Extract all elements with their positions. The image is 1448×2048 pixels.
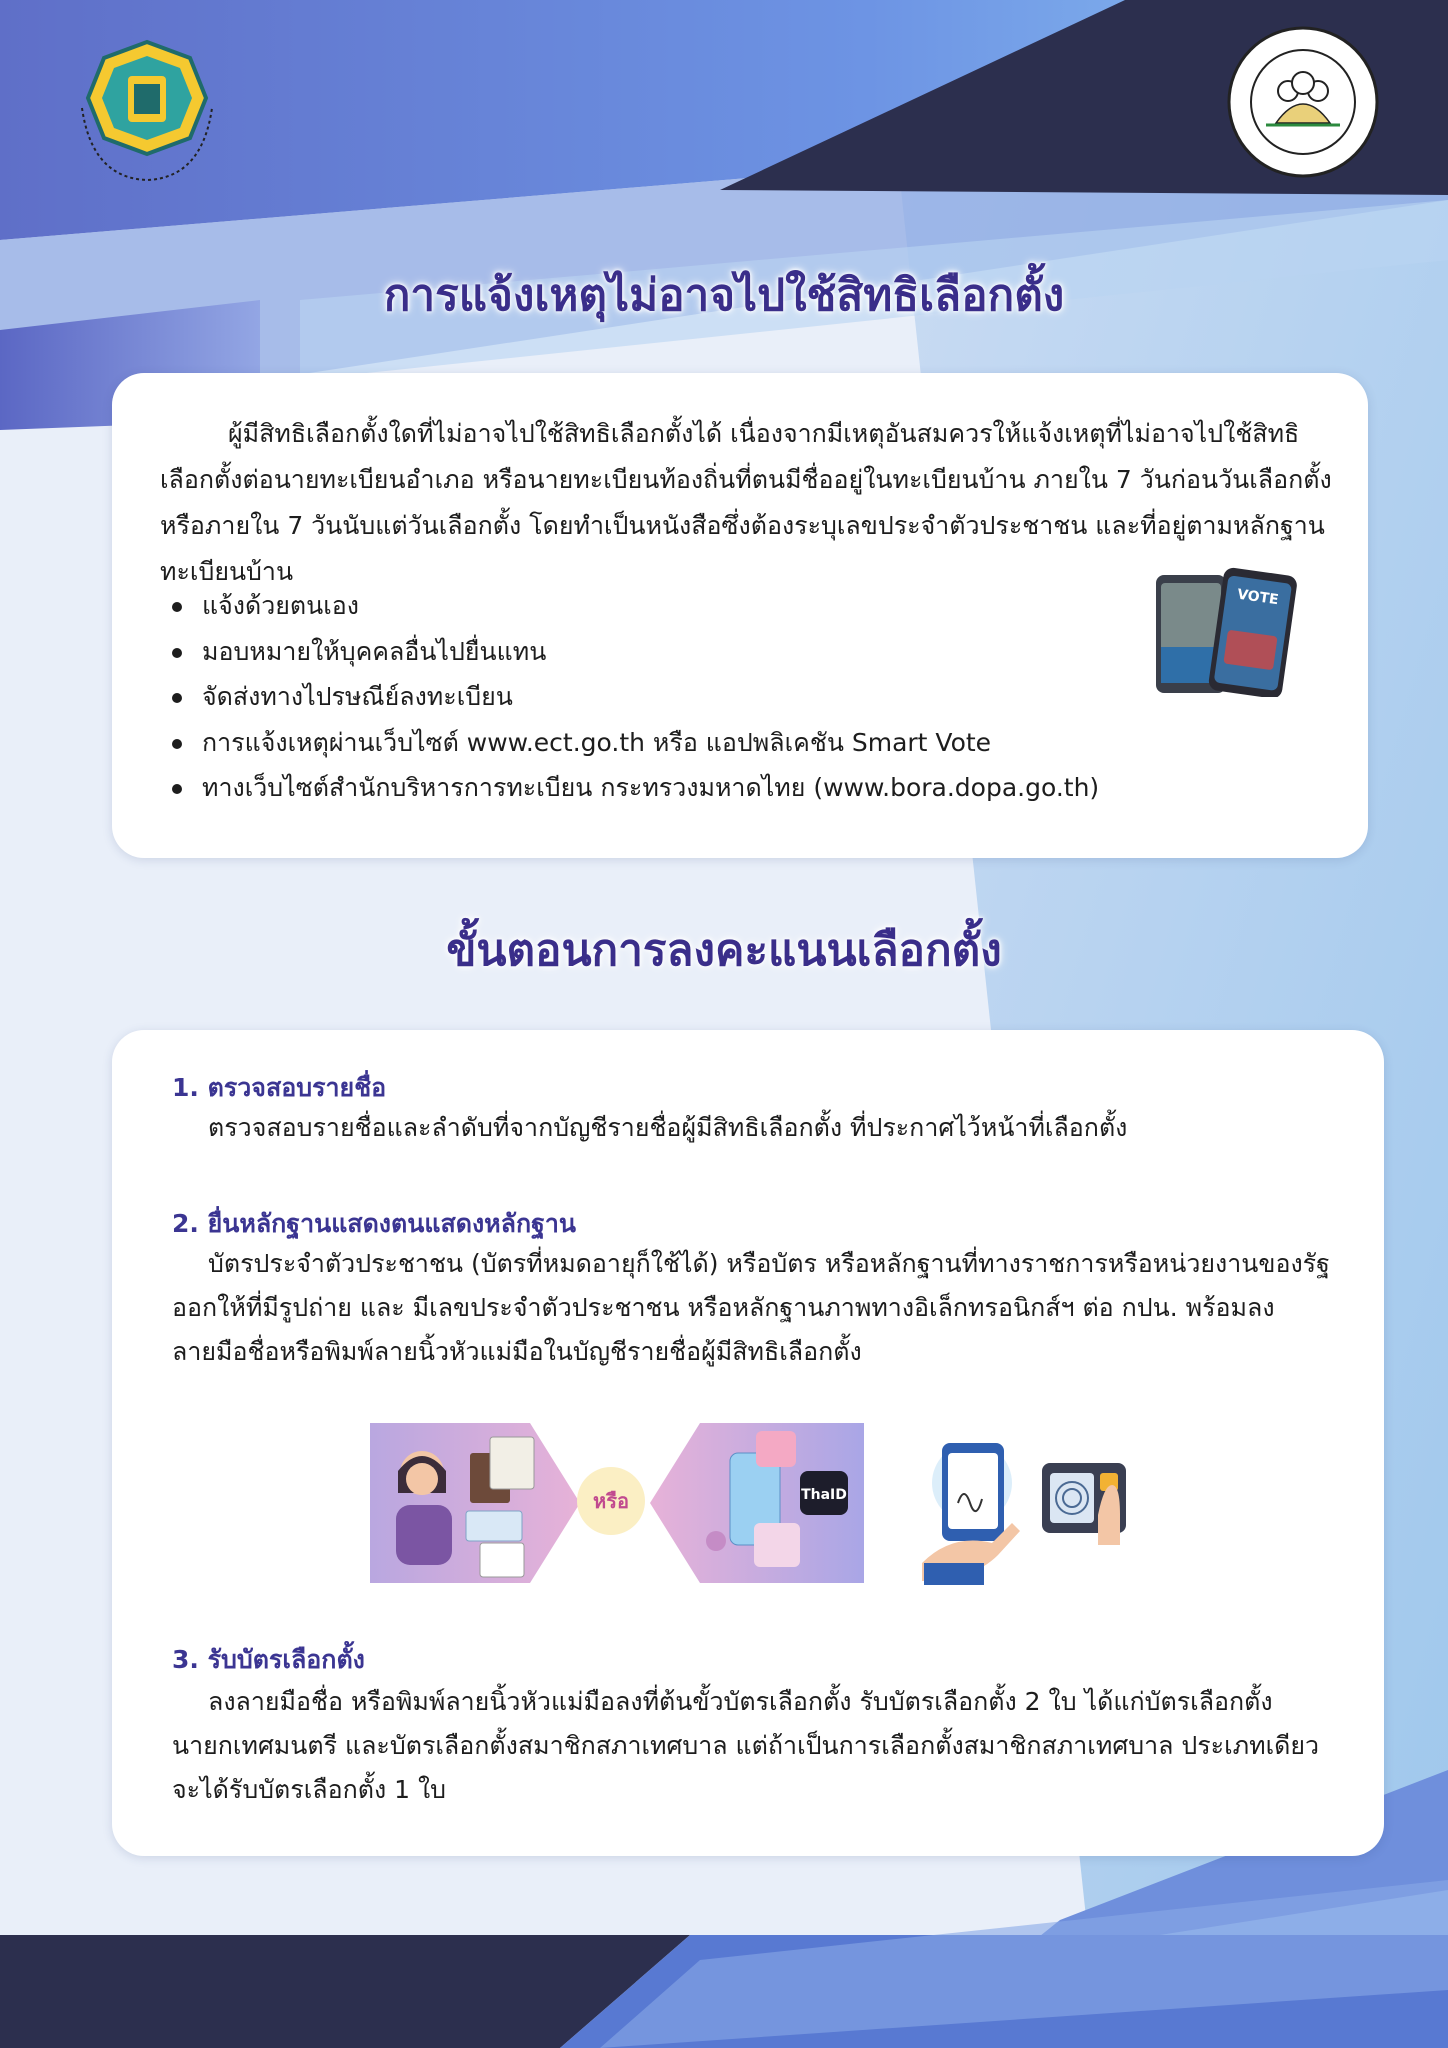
bullet-icon	[172, 602, 182, 612]
or-badge: หรือ	[577, 1467, 645, 1535]
step3-title: 3. รับบัตรเลือกตั้ง	[172, 1645, 365, 1674]
bullet-icon	[172, 784, 182, 794]
list-item: มอบหมายให้บุคคลอื่นไปยื่นแทน	[172, 629, 1099, 675]
bullet-icon	[172, 648, 182, 658]
voting-steps-card	[112, 1030, 1384, 1856]
thaid-label: ThaID	[801, 1487, 847, 1503]
id-card-illustration	[370, 1423, 580, 1583]
section2-title: ขั้นตอนการลงคะแนนเลือกตั้ง	[446, 925, 1002, 976]
list-item: ทางเว็บไซต์สำนักบริหารการทะเบียน กระทรวงมหาดไทย (www.bora.dopa.go.th)	[172, 765, 1099, 811]
sign-fingerprint-illustration	[902, 1423, 1142, 1585]
smart-vote-phones-illustration	[1152, 567, 1302, 697]
ect-logo	[62, 38, 232, 188]
notification-intro-text: ผู้มีสิทธิเลือกตั้งใดที่ไม่อาจไปใช้สิทธิเลือกตั้งได้ เนื่องจากมีเหตุอันสมควรให้แจ้งเหตุที่ไม่อาจไปใช้สิทธิเลือกตั้งต่อนายทะเบียนอำเภอ หรือนายทะเบียนท้องถิ่นที่ตนมีชื่ออยู่ในทะเบียนบ้าน ภายใน 7 วันก่อนวันเลือกตั้ง หรือภายใน 7 วันนับแต่วันเลือกตั้ง โดยทำเป็นหนังสือซึ่งต้องระบุเลขประจำตัวประชาชน และที่อยู่ตามหลักฐานทะเบียนบ้าน	[160, 419, 1332, 586]
municipality-seal	[1226, 25, 1380, 179]
digital-id-illustration	[650, 1423, 864, 1583]
step1-body: ตรวจสอบรายชื่อและลำดับที่จากบัญชีรายชื่อผู้มีสิทธิเลือกตั้ง ที่ประกาศไว้หน้าที่เลือกตั้ง	[208, 1113, 1128, 1142]
step3-body: ลงลายมือชื่อ หรือพิมพ์ลายนิ้วหัวแม่มือลงที่ต้นขั้วบัตรเลือกตั้ง รับบัตรเลือกตั้ง 2 ใบ ได้แก่บัตรเลือกตั้งนายกเทศมนตรี และบัตรเลือกตั้งสมาชิกสภาเทศบาล แต่ถ้าเป็นการเลือกตั้งสมาชิกสภาเทศบาล ประเภทเดียวจะได้รับบัตรเลือกตั้ง 1 ใบ	[172, 1687, 1320, 1804]
notification-methods-list	[172, 583, 1099, 811]
bullet-icon	[172, 739, 182, 749]
list-item: การแจ้งเหตุผ่านเว็บไซต์ www.ect.go.th หรือ แอปพลิเคชัน Smart Vote	[172, 720, 1099, 766]
step2-body: บัตรประจำตัวประชาชน (บัตรที่หมดอายุก็ใช้ได้) หรือบัตร หรือหลักฐานที่ทางราชการหรือหน่วยงานของรัฐออกให้ที่มีรูปถ่าย และ มีเลขประจำตัวประชาชน หรือหลักฐานภาพทางอิเล็กทรอนิกส์ฯ ต่อ กปน. พร้อมลงลายมือชื่อหรือพิมพ์ลายนิ้วหัวแม่มือในบัญชีรายชื่อผู้มีสิทธิเลือกตั้ง	[172, 1249, 1330, 1366]
step1-title: 1. ตรวจสอบรายชื่อ	[172, 1073, 387, 1102]
list-item: แจ้งด้วยตนเอง	[172, 583, 1099, 629]
bullet-icon	[172, 693, 182, 703]
step2-title: 2. ยื่นหลักฐานแสดงตนแสดงหลักฐาน	[172, 1209, 577, 1238]
vote-label: VOTE	[1236, 586, 1280, 609]
list-item: จัดส่งทางไปรษณีย์ลงทะเบียน	[172, 674, 1099, 720]
notification-card	[112, 373, 1368, 858]
section1-title: การแจ้งเหตุไม่อาจไปใช้สิทธิเลือกตั้ง	[383, 270, 1065, 321]
